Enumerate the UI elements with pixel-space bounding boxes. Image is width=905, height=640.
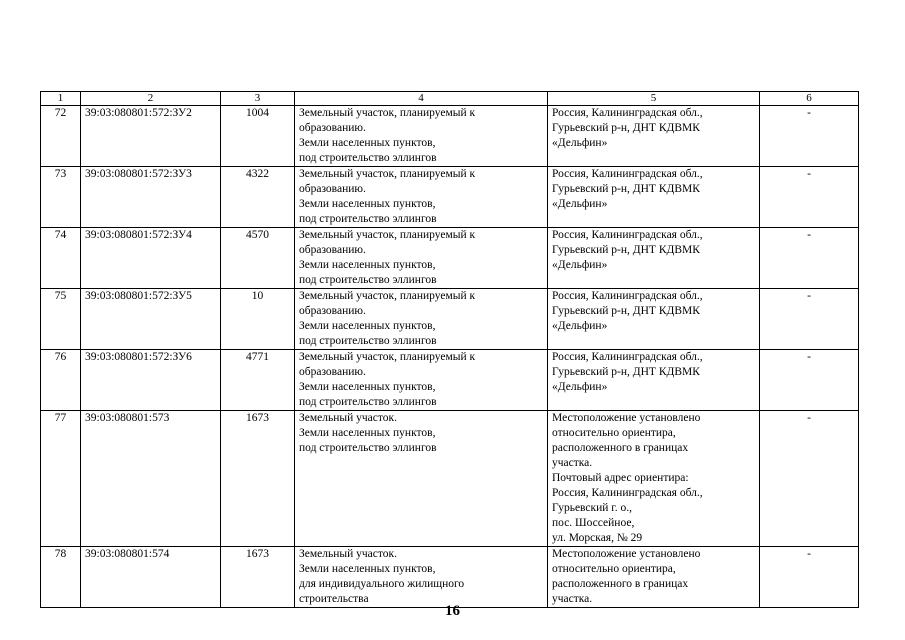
- description-line: образованию.: [299, 122, 366, 134]
- col6-value: -: [760, 547, 859, 608]
- area-value: 10: [221, 289, 295, 350]
- col6-value: -: [760, 106, 859, 167]
- col6-value: -: [760, 350, 859, 411]
- description-line: Земли населенных пунктов,: [299, 381, 436, 393]
- description-cell: [295, 228, 548, 289]
- table-body: [41, 106, 859, 608]
- description-line: для индивидуального жилищного: [299, 578, 465, 590]
- description-line: строительства: [299, 593, 369, 605]
- description-line: образованию.: [299, 244, 366, 256]
- location-line: участка.: [552, 593, 593, 605]
- location-line: Гурьевский р-н, ДНТ КДВМК: [552, 366, 700, 378]
- description-line: под строительство эллингов: [299, 152, 437, 164]
- area-value: 1004: [221, 106, 295, 167]
- table-row: [41, 411, 859, 547]
- row-number: 76: [41, 350, 81, 411]
- description-line: Земли населенных пунктов,: [299, 137, 436, 149]
- location-line: ул. Морская, № 29: [552, 532, 643, 544]
- description-cell: [295, 411, 548, 547]
- description-line: Земельный участок, планируемый к: [299, 168, 476, 180]
- description-line: под строительство эллингов: [299, 335, 437, 347]
- location-line: Почтовый адрес ориентира:: [552, 472, 689, 484]
- description-line: Земельный участок, планируемый к: [299, 351, 476, 363]
- table-row: [41, 106, 859, 167]
- location-cell: [548, 547, 760, 608]
- description-cell: [295, 167, 548, 228]
- location-line: «Дельфин»: [552, 137, 608, 149]
- cadastral-number: 39:03:080801:572:ЗУ4: [81, 228, 221, 289]
- table-row: [41, 547, 859, 608]
- row-number: 77: [41, 411, 81, 547]
- header-col-4: 4: [295, 92, 548, 106]
- location-cell: [548, 228, 760, 289]
- location-line: Россия, Калининградская обл.,: [552, 290, 703, 302]
- description-line: под строительство эллингов: [299, 274, 437, 286]
- location-line: Гурьевский г. о.,: [552, 502, 632, 514]
- location-line: Россия, Калининградская обл.,: [552, 168, 703, 180]
- location-cell: [548, 411, 760, 547]
- location-line: расположенного в границах: [552, 442, 689, 454]
- cadastral-number: 39:03:080801:574: [81, 547, 221, 608]
- description-line: образованию.: [299, 183, 366, 195]
- col6-value: -: [760, 289, 859, 350]
- description-line: Земли населенных пунктов,: [299, 427, 436, 439]
- description-line: Земельный участок, планируемый к: [299, 229, 476, 241]
- area-value: 1673: [221, 411, 295, 547]
- description-line: образованию.: [299, 305, 366, 317]
- description-line: Земельный участок, планируемый к: [299, 107, 476, 119]
- area-value: 4570: [221, 228, 295, 289]
- location-line: Россия, Калининградская обл.,: [552, 107, 703, 119]
- description-line: Земельный участок.: [299, 548, 397, 560]
- col6-value: -: [760, 411, 859, 547]
- location-cell: [548, 289, 760, 350]
- location-cell: [548, 350, 760, 411]
- col6-value: -: [760, 167, 859, 228]
- location-line: Россия, Калининградская обл.,: [552, 229, 703, 241]
- description-line: образованию.: [299, 366, 366, 378]
- cadastral-number: 39:03:080801:573: [81, 411, 221, 547]
- location-line: Россия, Калининградская обл.,: [552, 351, 703, 363]
- cadastral-number: 39:03:080801:572:ЗУ6: [81, 350, 221, 411]
- location-line: Гурьевский р-н, ДНТ КДВМК: [552, 305, 700, 317]
- page-number: 16: [445, 603, 460, 619]
- cadastral-table: [40, 91, 859, 608]
- area-value: 1673: [221, 547, 295, 608]
- area-value: 4322: [221, 167, 295, 228]
- description-cell: [295, 547, 548, 608]
- location-line: «Дельфин»: [552, 381, 608, 393]
- location-line: Местоположение установлено: [552, 548, 701, 560]
- location-line: «Дельфин»: [552, 259, 608, 271]
- table-header-row: [41, 92, 859, 106]
- location-line: Гурьевский р-н, ДНТ КДВМК: [552, 244, 700, 256]
- header-col-5: 5: [548, 92, 760, 106]
- description-cell: [295, 289, 548, 350]
- row-number: 72: [41, 106, 81, 167]
- location-line: относительно ориентира,: [552, 427, 676, 439]
- header-col-2: 2: [81, 92, 221, 106]
- description-line: Земли населенных пунктов,: [299, 563, 436, 575]
- row-number: 73: [41, 167, 81, 228]
- table-row: [41, 228, 859, 289]
- description-cell: [295, 350, 548, 411]
- description-line: под строительство эллингов: [299, 396, 437, 408]
- location-line: пос. Шоссейное,: [552, 517, 635, 529]
- location-line: расположенного в границах: [552, 578, 689, 590]
- location-cell: [548, 106, 760, 167]
- description-line: Земли населенных пунктов,: [299, 320, 436, 332]
- row-number: 74: [41, 228, 81, 289]
- cadastral-number: 39:03:080801:572:ЗУ3: [81, 167, 221, 228]
- cadastral-number: 39:03:080801:572:ЗУ2: [81, 106, 221, 167]
- header-col-1: 1: [41, 92, 81, 106]
- table-row: [41, 289, 859, 350]
- location-line: Местоположение установлено: [552, 412, 701, 424]
- cadastral-number: 39:03:080801:572:ЗУ5: [81, 289, 221, 350]
- table-row: [41, 167, 859, 228]
- description-line: Земельный участок.: [299, 412, 397, 424]
- description-line: Земельный участок, планируемый к: [299, 290, 476, 302]
- header-col-6: 6: [760, 92, 859, 106]
- location-line: «Дельфин»: [552, 198, 608, 210]
- row-number: 78: [41, 547, 81, 608]
- location-line: Россия, Калининградская обл.,: [552, 487, 703, 499]
- row-number: 75: [41, 289, 81, 350]
- location-line: Гурьевский р-н, ДНТ КДВМК: [552, 122, 700, 134]
- description-line: Земли населенных пунктов,: [299, 198, 436, 210]
- header-col-3: 3: [221, 92, 295, 106]
- area-value: 4771: [221, 350, 295, 411]
- description-line: под строительство эллингов: [299, 442, 437, 454]
- location-line: «Дельфин»: [552, 320, 608, 332]
- location-line: Гурьевский р-н, ДНТ КДВМК: [552, 183, 700, 195]
- col6-value: -: [760, 228, 859, 289]
- location-line: относительно ориентира,: [552, 563, 676, 575]
- description-line: Земли населенных пунктов,: [299, 259, 436, 271]
- description-line: под строительство эллингов: [299, 213, 437, 225]
- location-line: участка.: [552, 457, 593, 469]
- description-cell: [295, 106, 548, 167]
- location-cell: [548, 167, 760, 228]
- table-row: [41, 350, 859, 411]
